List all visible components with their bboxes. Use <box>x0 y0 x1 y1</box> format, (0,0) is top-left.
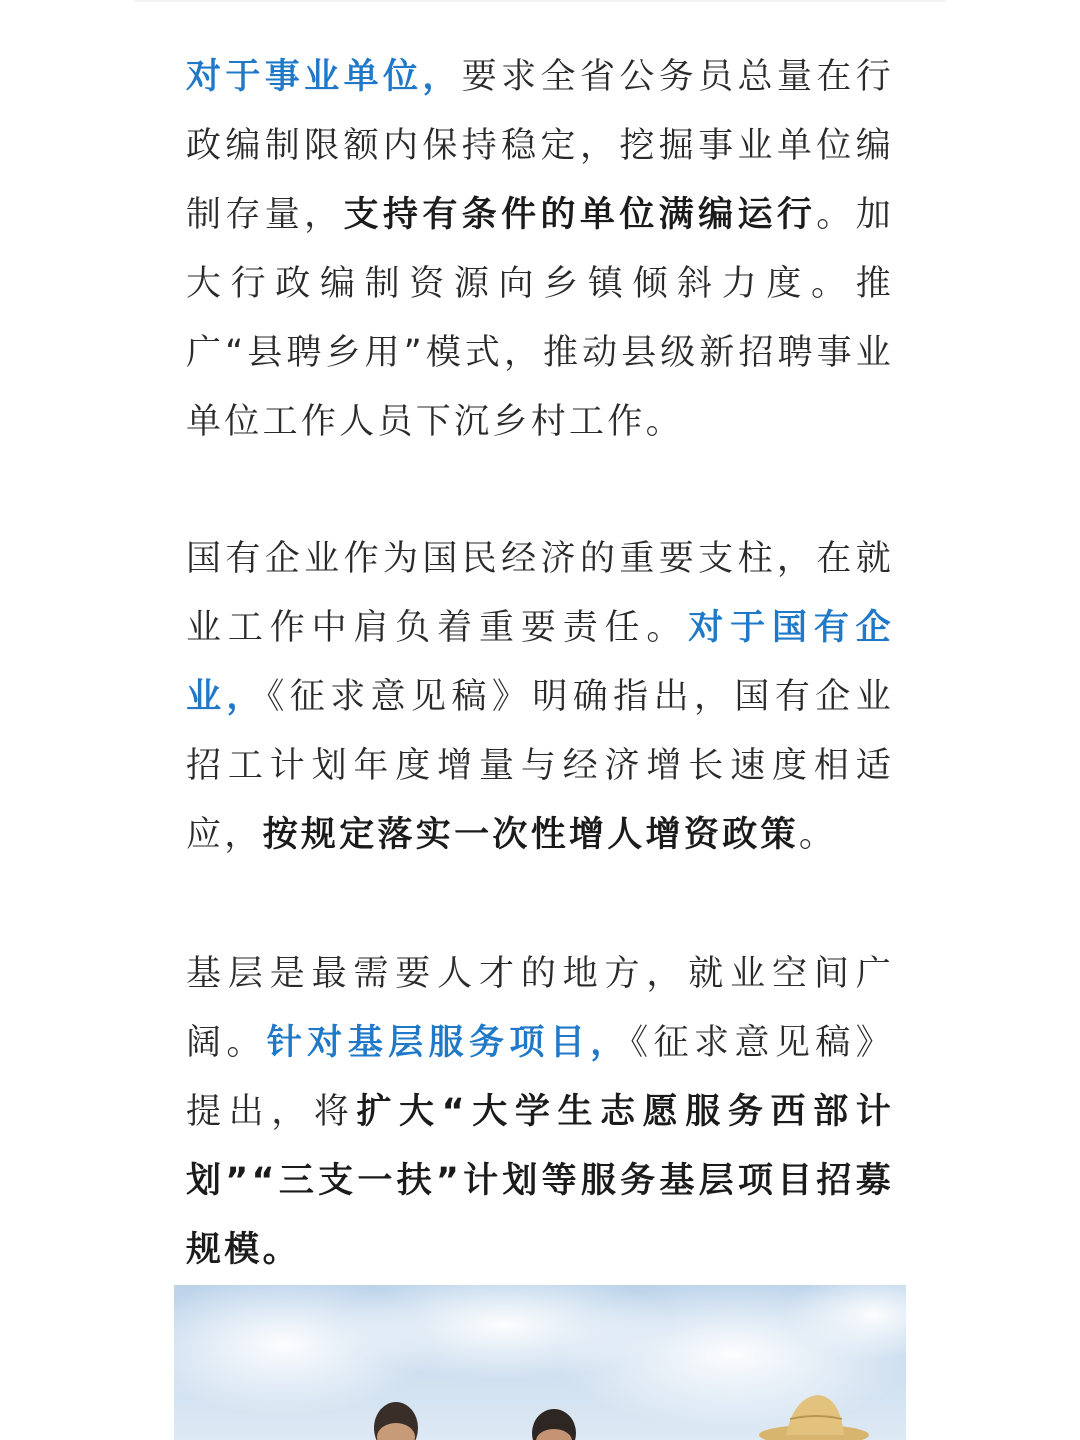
body-text: 。 <box>798 815 838 855</box>
highlight-state-owned-enterprises: 对于国有企业， <box>186 608 894 717</box>
paragraph-public-institutions <box>186 43 894 457</box>
body-text: 。加大行政编制资源向乡镇倾斜力度。推广“县聘乡用”模式，推动县级新招聘事业单位工作人员下沉乡村工作。 <box>186 195 894 442</box>
body-text: 《征求意见稿》明确指出，国有企业招工计划年度增量与经济增长速度相适应， <box>186 677 894 855</box>
paragraph-state-owned-enterprises <box>186 525 894 870</box>
body-text: 《征求意见稿》提出，将 <box>186 1023 895 1132</box>
people-in-field-photo <box>174 1285 906 1440</box>
bold-one-time-policy: 按规定落实一次性增人增资政策 <box>262 815 799 855</box>
photo-illustration <box>174 1285 906 1440</box>
body-text: 要求全省公务员总量在行政编制限额内保持稳定，挖掘事业单位编制存量， <box>186 57 894 235</box>
paragraph-grassroots-service <box>186 940 894 1285</box>
bold-recruitment-expansion: 扩大“大学生志愿服务西部计划”“三支一扶”计划等服务基层项目招募规模。 <box>186 1092 895 1270</box>
top-divider <box>134 0 946 2</box>
bold-full-staffing: 支持有条件的单位满编运行 <box>343 195 817 235</box>
body-text: 基层是最需要人才的地方，就业空间广阔。 <box>186 954 894 1063</box>
highlight-grassroots-projects: 针对基层服务项目， <box>266 1023 631 1063</box>
body-text: 国有企业作为国民经济的重要支柱，在就业工作中肩负着重要责任。 <box>186 539 894 648</box>
highlight-public-institutions: 对于事业单位， <box>186 57 462 97</box>
